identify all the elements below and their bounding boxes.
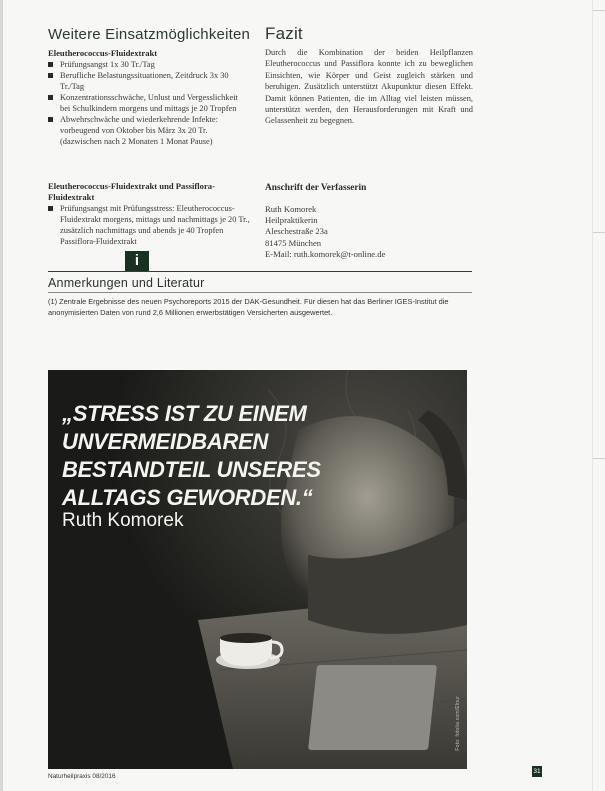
facing-page-edge: [592, 0, 593, 791]
facing-page-mark: [593, 458, 605, 459]
section-heading-uses: Weitere Einsatzmöglichkeiten: [48, 26, 251, 43]
conclusion-text: Durch die Kombination der beiden Heilpflanzen Eleutherococcus und Passiflora konnte ich zu beweglichen Einsichten, wie Körper und Geist zugleich stärken und beruhigen. Zusätzlich unterstützt Akupunktur diesen Effekt. Damit können Patienten, die im Alltag viel leisten müssen, unterstützt werden, den Herausforderungen mit Kraft und Gelassenheit zu begegnen.: [265, 48, 473, 126]
divider: [48, 271, 472, 272]
address-heading: Anschrift der Verfasserin: [265, 183, 367, 193]
photo-credit: Foto: fotolia.com/Elnur: [455, 696, 461, 751]
info-badge: i: [125, 251, 149, 271]
bullet-icon: [48, 206, 53, 211]
list-item: Konzentrationsschwäche, Unlust und Vergesslichkeit bei Schulkindern morgens und mittags je 20 Tropfen: [48, 92, 250, 114]
bullet-icon: [48, 62, 53, 67]
laptop: [308, 665, 437, 750]
literature-note: (1) Zentrale Ergebnisse des neuen Psychoreports 2015 der DAK-Gesundheit. Für diesen hat das Berliner IGES-Institut die anonymisierten Daten von rund 2,6 Millionen erwerbstätigen Versicherten ausgewertet.: [48, 297, 449, 317]
journal-footer: Naturheilpraxis 08/2016: [48, 773, 116, 780]
address-street: Aleschestraße 23a: [265, 226, 328, 237]
list-item: Prüfungsangst mit Prüfungsstress: Eleutherococcus-Fluidextrakt morgens, mittags und nachmittags je 20 Tr., zusätzlich nachmittags und abends je 40 Tropfen Passiflora-Fluidextrakt: [48, 203, 250, 247]
bullet-icon: [48, 117, 53, 122]
bullet-icon: [48, 95, 53, 100]
bullet-icon: [48, 73, 53, 78]
list-item: Berufliche Belastungssituationen, Zeitdruck 3x 30 Tr./Tag: [48, 70, 250, 92]
quote-author: Ruth Komorek: [62, 510, 184, 531]
list-item: Abwehrschwäche und wiederkehrende Infekte: vorbeugend von Oktober bis März 3x 20 Tr. (dazwischen nach 2 Monaten 1 Monat Pause): [48, 114, 250, 147]
page-edge-shadow: [0, 0, 3, 791]
facing-page-mark: [593, 10, 605, 11]
address-city: 81475 München: [265, 237, 322, 248]
page-number: 31: [533, 768, 541, 775]
pull-quote: „STRESS IST ZU EINEM UNVERMEIDBAREN BESTANDTEIL UNSERES ALLTAGS GEWORDEN.“: [62, 401, 321, 510]
author-profession: Heilpraktikerin: [265, 215, 318, 226]
facing-page-mark: [593, 232, 605, 233]
uses-list-2: [48, 203, 250, 247]
subheading-eleutherococcus: Eleutherococcus-Fluidextrakt: [48, 48, 158, 58]
section-heading-conclusion: Fazit: [265, 24, 303, 43]
uses-list-1: [48, 59, 250, 147]
literature-heading: Anmerkungen und Literatur: [48, 276, 205, 290]
divider: [48, 292, 472, 293]
address-block: [265, 204, 475, 260]
subheading-combination: Eleutherococcus-Fluidextrakt und Passiflora-Fluidextrakt: [48, 181, 215, 202]
author-email: E-Mail: ruth.komorek@t-online.de: [265, 248, 386, 259]
author-name: Ruth Komorek: [265, 204, 317, 214]
list-item: Prüfungsangst 1x 30 Tr./Tag: [48, 59, 250, 70]
quote-photo: [48, 370, 467, 769]
